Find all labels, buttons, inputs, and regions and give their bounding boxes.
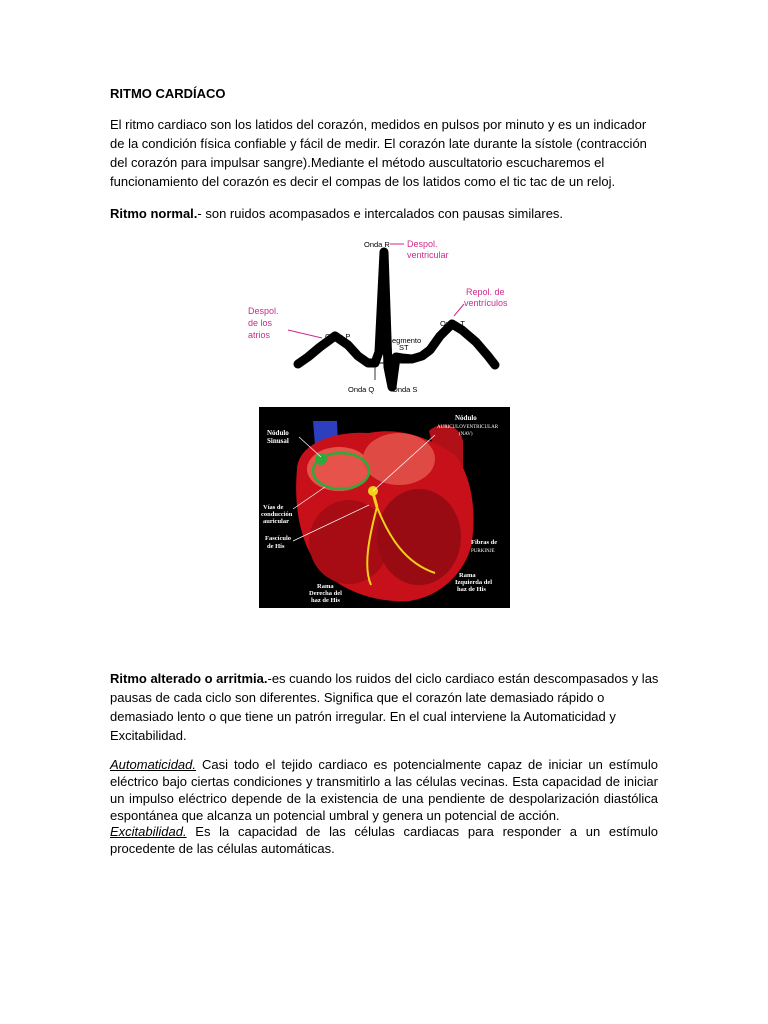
av-node-label-1: Nódulo (455, 414, 477, 422)
automaticidad-paragraph (110, 756, 658, 824)
despol-atrios-label-2: de los (248, 318, 273, 328)
fasciculo-label-2: de His (267, 543, 285, 550)
sinus-node-label-2: Sinusal (267, 437, 289, 445)
onda-q-label: Onda Q (348, 385, 375, 394)
fasciculo-label-1: Fascículo (265, 535, 291, 542)
right-ventricle (309, 500, 389, 584)
onda-p-label: Onda P (325, 332, 351, 341)
despol-ventricular-label-2: ventricular (407, 250, 449, 260)
av-node-label-3: (NAV) (459, 432, 473, 437)
atrios-arrow (288, 330, 322, 338)
av-node-label-2: AURICULOVENTRICULAR (437, 425, 499, 430)
arritmia-paragraph (110, 669, 660, 745)
repol-label-1: Repol. de (466, 287, 505, 297)
heart-conduction-image (259, 407, 510, 608)
onda-s-label: Onda S (392, 385, 418, 394)
rama-izquierda-label-3: haz de His (457, 586, 486, 593)
excitabilidad-term: Excitabilidad. (110, 824, 187, 839)
rama-izquierda-label-2: Izquierda del (455, 579, 493, 586)
sinus-node-label-1: Nódulo (267, 429, 289, 437)
normal-rhythm-paragraph (110, 204, 660, 223)
despol-ventricular-label-1: Despol. (407, 239, 438, 249)
excitabilidad-paragraph (110, 823, 658, 857)
segmento-label: Segmento (387, 336, 422, 345)
ecg-trace (298, 252, 495, 387)
normal-rhythm-text: - son ruidos acompasados e intercalados con pausas similares. (197, 206, 564, 221)
rama-derecha-label-1: Rama (317, 583, 334, 590)
arritmia-label: Ritmo alterado o arritmia. (110, 671, 268, 686)
onda-r-label: Onda R (364, 240, 390, 249)
rama-derecha-label-2: Derecha del (309, 590, 342, 597)
sinus-node (315, 453, 327, 465)
rama-izquierda-label-1: Rama (459, 572, 476, 579)
left-ventricle (377, 489, 461, 585)
automaticidad-term: Automaticidad. (110, 757, 196, 772)
fibras-label-1: Fibras de (471, 539, 498, 546)
ecg-diagram (240, 232, 530, 397)
vias-label-3: auricular (263, 518, 289, 525)
vias-label-2: conducción (261, 511, 293, 518)
repol-arrow (454, 304, 464, 316)
normal-rhythm-label: Ritmo normal. (110, 206, 198, 221)
automaticidad-text: Casi todo el tejido cardiaco es potencialmente capaz de iniciar un estímulo eléctrico bajo ciertas condiciones y transmitirlo a las células vecinas. Esta capacidad de iniciar un impulso eléctrico depende de la existencia de una pendiente de despolarización diastólica espontánea que alcanza un potencial umbral y genera un potencial de acción. (110, 757, 658, 823)
fibras-label-2: PURKINJE (471, 549, 495, 554)
repol-label-2: ventrículos (464, 298, 508, 308)
page-title: RITMO CARDÍACO (110, 86, 226, 101)
excitabilidad-text: Es la capacidad de las células cardiacas para responder a un estímulo procedente de las células automáticas. (110, 824, 658, 856)
onda-t-label: Onda T (440, 319, 465, 328)
st-label: ST (399, 343, 409, 352)
left-atrium (363, 433, 435, 485)
rama-derecha-label-3: haz de His (311, 597, 340, 604)
vias-label-1: Vías de (263, 504, 284, 511)
despol-atrios-label-3: atrios (248, 330, 271, 340)
despol-atrios-label-1: Despol. (248, 306, 279, 316)
arritmia-text: -es cuando los ruidos del ciclo cardiaco están descompasados y las pausas de cada ciclo son diferentes. Significa que el corazón late demasiado rápido o demasiado lento o que tiene un patrón irregular. En el cual interviene la Automaticidad y Excitabilidad. (110, 671, 659, 743)
intro-paragraph: El ritmo cardiaco son los latidos del corazón, medidos en pulsos por minuto y es un indicador de la condición física confiable y fácil de medir. El corazón late durante la sístole (contracción del corazón para impulsar sangre).Mediante el método auscultatorio escucharemos el funcionamiento del corazón es decir el compas de los latidos como el tic tac de un reloj. (110, 117, 647, 189)
